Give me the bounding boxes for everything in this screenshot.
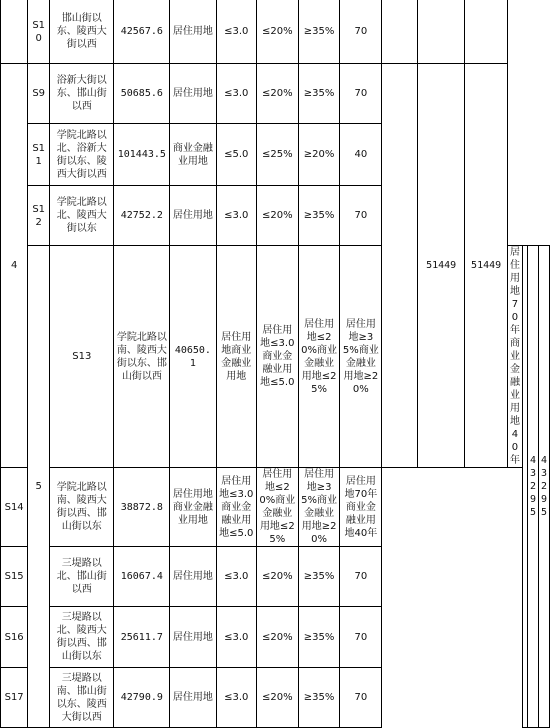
density-cell: ≤25% — [256, 124, 298, 186]
plot-id-cell: S15 — [1, 547, 28, 607]
table-row — [1, 668, 550, 728]
plot-ratio-cell: 居住用地≤3.0商业金融业用地≤5.0 — [216, 468, 256, 547]
plot-ratio-cell: ≤5.0 — [216, 124, 256, 186]
plot-id-cell: S9 — [28, 64, 50, 124]
area-cell: 42752.2 — [114, 186, 170, 246]
term-cell: 70 — [340, 64, 382, 124]
empty-cell — [465, 0, 508, 64]
plot-ratio-cell: ≤3.0 — [216, 668, 256, 728]
land-use-cell: 商业金融业用地 — [170, 124, 216, 186]
plot-ratio-cell: 居住用地≤3.0商业金融业用地≤5.0 — [256, 246, 298, 468]
plot-id-cell: S16 — [1, 607, 28, 668]
table-row — [1, 64, 550, 124]
location-cell: 三堤路以北、陵西大街以西、邯山街以东 — [50, 607, 114, 668]
location-cell: 学院北路以北、浴新大街以东、陵西大街以西 — [50, 124, 114, 186]
term-cell: 70 — [340, 607, 382, 668]
land-use-cell: 居住用地商业金融业用地 — [170, 468, 216, 547]
price-cell: 51449 — [418, 64, 465, 468]
location-cell: 邯山街以东、陵西大街以西 — [50, 0, 114, 64]
term-cell: 70 — [340, 547, 382, 607]
green-ratio-cell: ≥20% — [298, 124, 340, 186]
plot-ratio-cell: ≤3.0 — [216, 547, 256, 607]
green-ratio-cell: 居住用地≥35%商业金融业用地≥20% — [340, 246, 382, 468]
plot-ratio-cell: ≤3.0 — [216, 64, 256, 124]
plot-id-cell: S13 — [50, 246, 114, 468]
empty-cell — [382, 0, 418, 64]
price-cell: 43295 — [527, 246, 538, 728]
land-use-cell: 居住用地 — [170, 607, 216, 668]
term-cell: 70 — [340, 0, 382, 64]
density-cell: 居住用地≤20%商业金融业用地≤25% — [298, 246, 340, 468]
location-cell: 学院北路以南、陵西大街以西、邯山街以东 — [50, 468, 114, 547]
green-ratio-cell: 居住用地≥35%商业金融业用地≥20% — [298, 468, 340, 547]
group-number-cell: 5 — [28, 246, 50, 728]
area-cell: 42790.9 — [114, 668, 170, 728]
price-cell: 51449 — [465, 64, 508, 468]
area-cell: 38872.8 — [114, 468, 170, 547]
density-cell: ≤20% — [256, 668, 298, 728]
area-cell: 40650.1 — [170, 246, 216, 468]
plot-ratio-cell: ≤3.0 — [216, 186, 256, 246]
empty-cell — [382, 64, 418, 468]
density-cell: 居住用地≤20%商业金融业用地≤25% — [256, 468, 298, 547]
term-cell: 70 — [340, 186, 382, 246]
term-cell: 居住用地70年商业金融业用地40年 — [340, 468, 382, 547]
green-ratio-cell: ≥35% — [298, 64, 340, 124]
plot-id-cell: S12 — [28, 186, 50, 246]
area-cell: 16067.4 — [114, 547, 170, 607]
land-use-cell: 居住用地 — [170, 0, 216, 64]
land-use-cell: 居住用地商业金融业用地 — [216, 246, 256, 468]
land-use-cell: 居住用地 — [170, 186, 216, 246]
green-ratio-cell: ≥35% — [298, 186, 340, 246]
green-ratio-cell: ≥35% — [298, 0, 340, 64]
price-cell: 43295 — [538, 246, 549, 728]
table-row — [1, 468, 550, 547]
density-cell: ≤20% — [256, 547, 298, 607]
land-use-cell: 居住用地 — [170, 64, 216, 124]
plot-id-cell: S11 — [28, 124, 50, 186]
empty-cell — [418, 0, 465, 64]
density-cell: ≤20% — [256, 0, 298, 64]
green-ratio-cell: ≥35% — [298, 668, 340, 728]
plot-ratio-cell: ≤3.0 — [216, 607, 256, 668]
term-cell: 居住用地70年商业金融业用地40年 — [507, 246, 522, 468]
location-cell: 学院北路以北、陵西大街以东 — [50, 186, 114, 246]
density-cell: ≤20% — [256, 64, 298, 124]
plot-id-cell: S10 — [28, 0, 50, 64]
location-cell: 三堤路以南、邯山街以东、陵西大街以西 — [50, 668, 114, 728]
table-row — [1, 607, 550, 668]
table-row — [1, 547, 550, 607]
plot-ratio-cell: ≤3.0 — [216, 0, 256, 64]
area-cell: 42567.6 — [114, 0, 170, 64]
area-cell: 101443.5 — [114, 124, 170, 186]
location-cell: 浴新大街以东、邯山街以西 — [50, 64, 114, 124]
area-cell: 50685.6 — [114, 64, 170, 124]
green-ratio-cell: ≥35% — [298, 547, 340, 607]
land-use-cell: 居住用地 — [170, 547, 216, 607]
term-cell: 40 — [340, 124, 382, 186]
plot-id-cell: S14 — [1, 468, 28, 547]
location-cell: 学院北路以南、陵西大街以东、邯山街以西 — [114, 246, 170, 468]
group-number-cell: 4 — [1, 64, 28, 468]
plot-id-cell: S17 — [1, 668, 28, 728]
area-cell: 25611.7 — [114, 607, 170, 668]
land-use-cell: 居住用地 — [170, 668, 216, 728]
table-row — [1, 0, 550, 64]
location-cell: 三堤路以北、邯山街以西 — [50, 547, 114, 607]
density-cell: ≤20% — [256, 186, 298, 246]
group-number-cell — [1, 0, 28, 64]
term-cell: 70 — [340, 668, 382, 728]
density-cell: ≤20% — [256, 607, 298, 668]
green-ratio-cell: ≥35% — [298, 607, 340, 668]
